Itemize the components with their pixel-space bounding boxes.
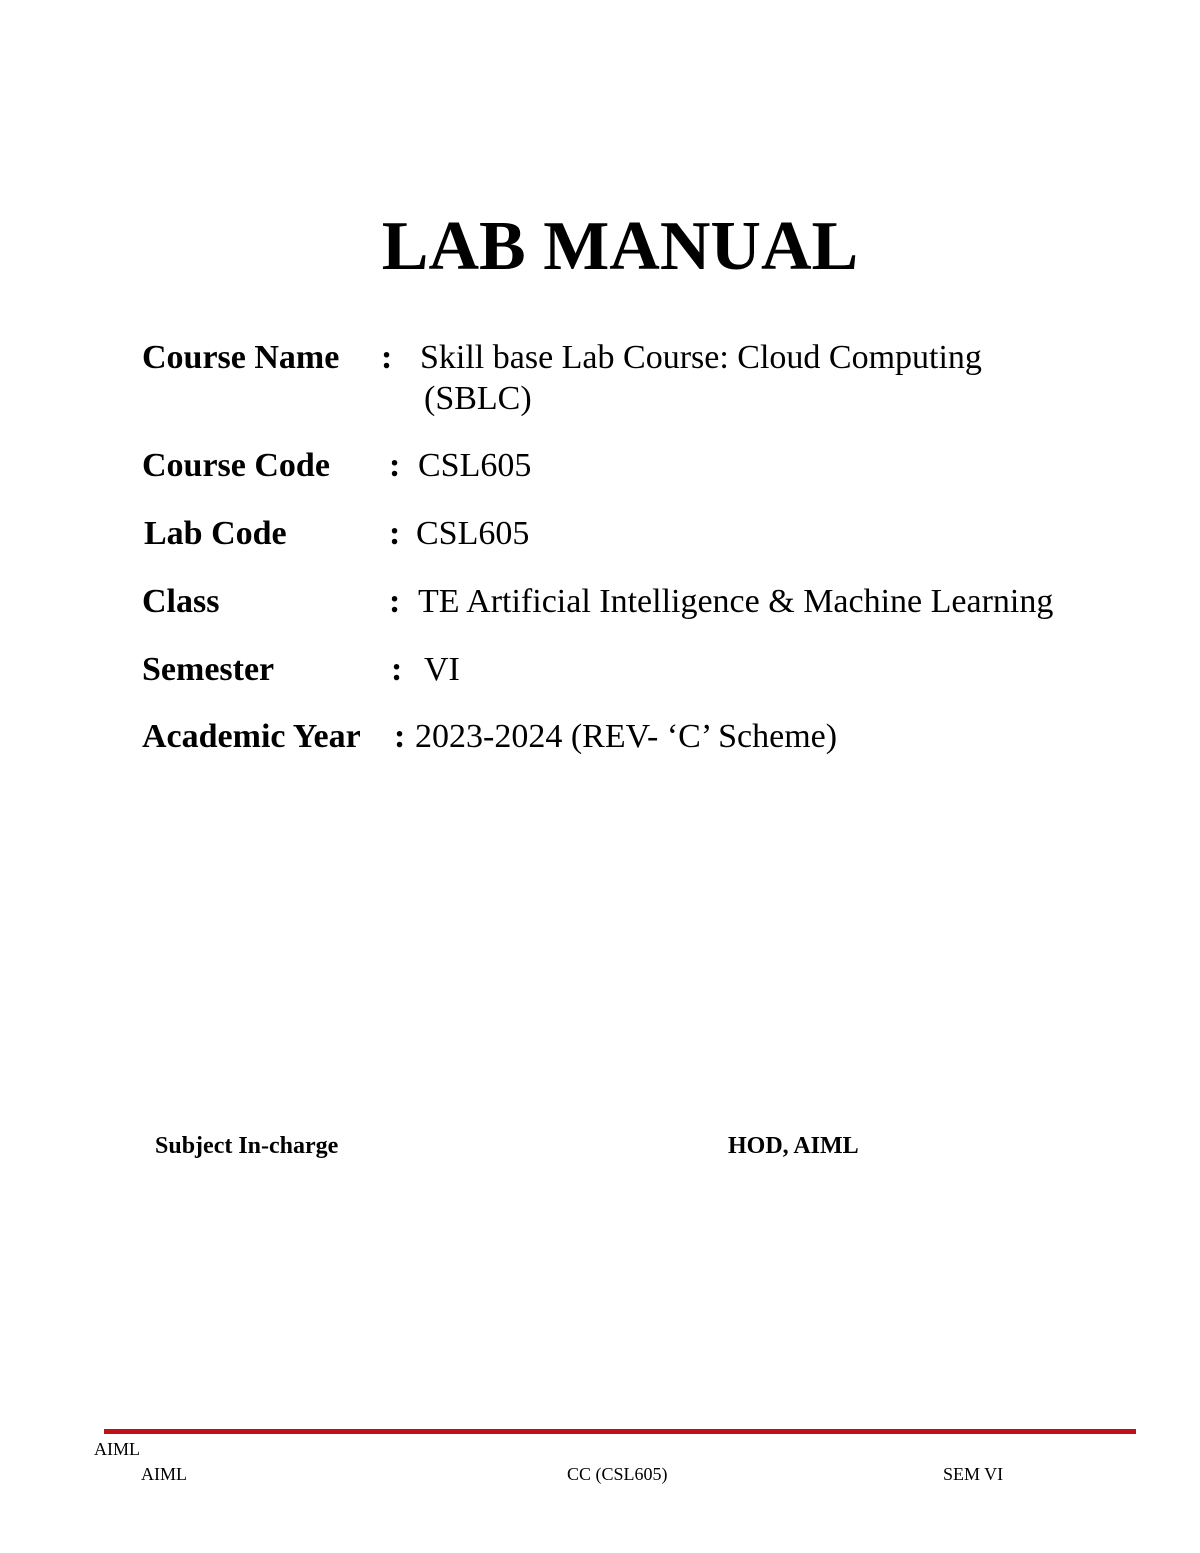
footer-department-label: AIML	[94, 1439, 140, 1459]
academic-year-value: 2023-2024 (REV- ‘C’ Scheme)	[415, 718, 838, 755]
course-code-value: CSL605	[418, 447, 532, 484]
page-title: LAB MANUAL	[381, 208, 859, 285]
semester-label: Semester	[142, 651, 275, 688]
footer-divider	[104, 1429, 1136, 1434]
hod-signature: HOD, AIML	[728, 1133, 859, 1159]
class-colon: :	[389, 583, 401, 620]
class-value: TE Artificial Intelligence & Machine Learning	[418, 583, 1054, 620]
course-name-value: Skill base Lab Course: Cloud Computing	[420, 339, 982, 376]
course-name-colon: :	[381, 339, 393, 376]
academic-year-label: Academic Year	[142, 718, 361, 755]
class-label: Class	[142, 583, 220, 620]
course-name-label: Course Name	[142, 339, 340, 376]
lab-code-colon: :	[389, 515, 401, 552]
footer-left-text: AIML	[141, 1464, 187, 1484]
lab-code-value: CSL605	[416, 515, 530, 552]
footer-right-text: SEM VI	[943, 1464, 1004, 1484]
academic-year-colon: :	[394, 718, 406, 755]
course-code-label: Course Code	[142, 447, 330, 484]
lab-code-label: Lab Code	[144, 515, 287, 552]
course-name-value-continued: (SBLC)	[424, 380, 532, 417]
semester-colon: :	[391, 651, 403, 688]
footer-center-text: CC (CSL605)	[567, 1464, 668, 1484]
course-code-colon: :	[389, 447, 401, 484]
subject-in-charge-signature: Subject In-charge	[155, 1133, 339, 1159]
semester-value: VI	[424, 651, 460, 688]
